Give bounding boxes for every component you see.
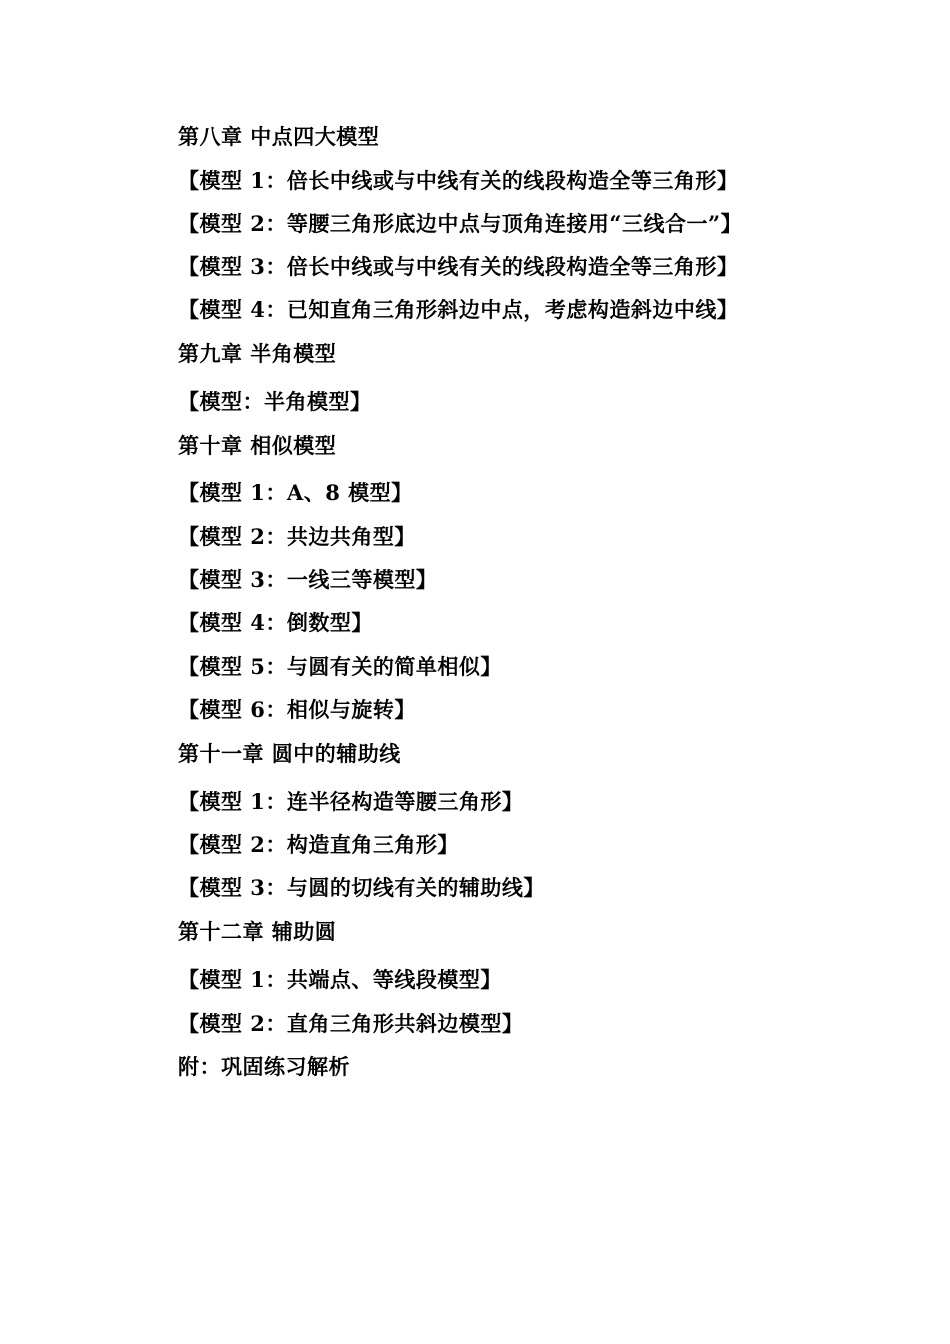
chapter-11-model-1: 【模型 1：连半径构造等腰三角形】 — [178, 789, 524, 814]
chapter-8-model-3: 【模型 3：倍长中线或与中线有关的线段构造全等三角形】 — [178, 254, 739, 279]
chapter-12-model-2: 【模型 2：直角三角形共斜边模型】 — [178, 1011, 524, 1036]
chapter-10-model-1: 【模型 1：A、8 模型】 — [178, 480, 413, 505]
chapter-10-model-5: 【模型 5：与圆有关的简单相似】 — [178, 654, 502, 679]
chapter-10-model-6: 【模型 6：相似与旋转】 — [178, 697, 416, 722]
chapter-11-model-3: 【模型 3：与圆的切线有关的辅助线】 — [178, 875, 545, 900]
chapter-8-title: 第八章 中点四大模型 — [178, 124, 380, 149]
chapter-10-model-4: 【模型 4：倒数型】 — [178, 610, 373, 635]
chapter-9-model: 【模型：半角模型】 — [178, 389, 372, 414]
chapter-8-model-1: 【模型 1：倍长中线或与中线有关的线段构造全等三角形】 — [178, 168, 739, 193]
chapter-8-model-4: 【模型 4：已知直角三角形斜边中点，考虑构造斜边中线】 — [178, 297, 739, 322]
chapter-9-title: 第九章 半角模型 — [178, 341, 337, 366]
chapter-11-model-2: 【模型 2：构造直角三角形】 — [178, 832, 459, 857]
chapter-12-title: 第十二章 辅助圆 — [178, 919, 337, 944]
chapter-11-title: 第十一章 圆中的辅助线 — [178, 741, 401, 766]
chapter-10-model-3: 【模型 3：一线三等模型】 — [178, 567, 438, 592]
appendix-title: 附：巩固练习解析 — [178, 1054, 350, 1079]
chapter-8-model-2: 【模型 2：等腰三角形底边中点与顶角连接用“三线合一”】 — [178, 211, 743, 236]
chapter-12-model-1: 【模型 1：共端点、等线段模型】 — [178, 967, 502, 992]
chapter-10-model-2: 【模型 2：共边共角型】 — [178, 524, 416, 549]
chapter-10-title: 第十章 相似模型 — [178, 433, 337, 458]
